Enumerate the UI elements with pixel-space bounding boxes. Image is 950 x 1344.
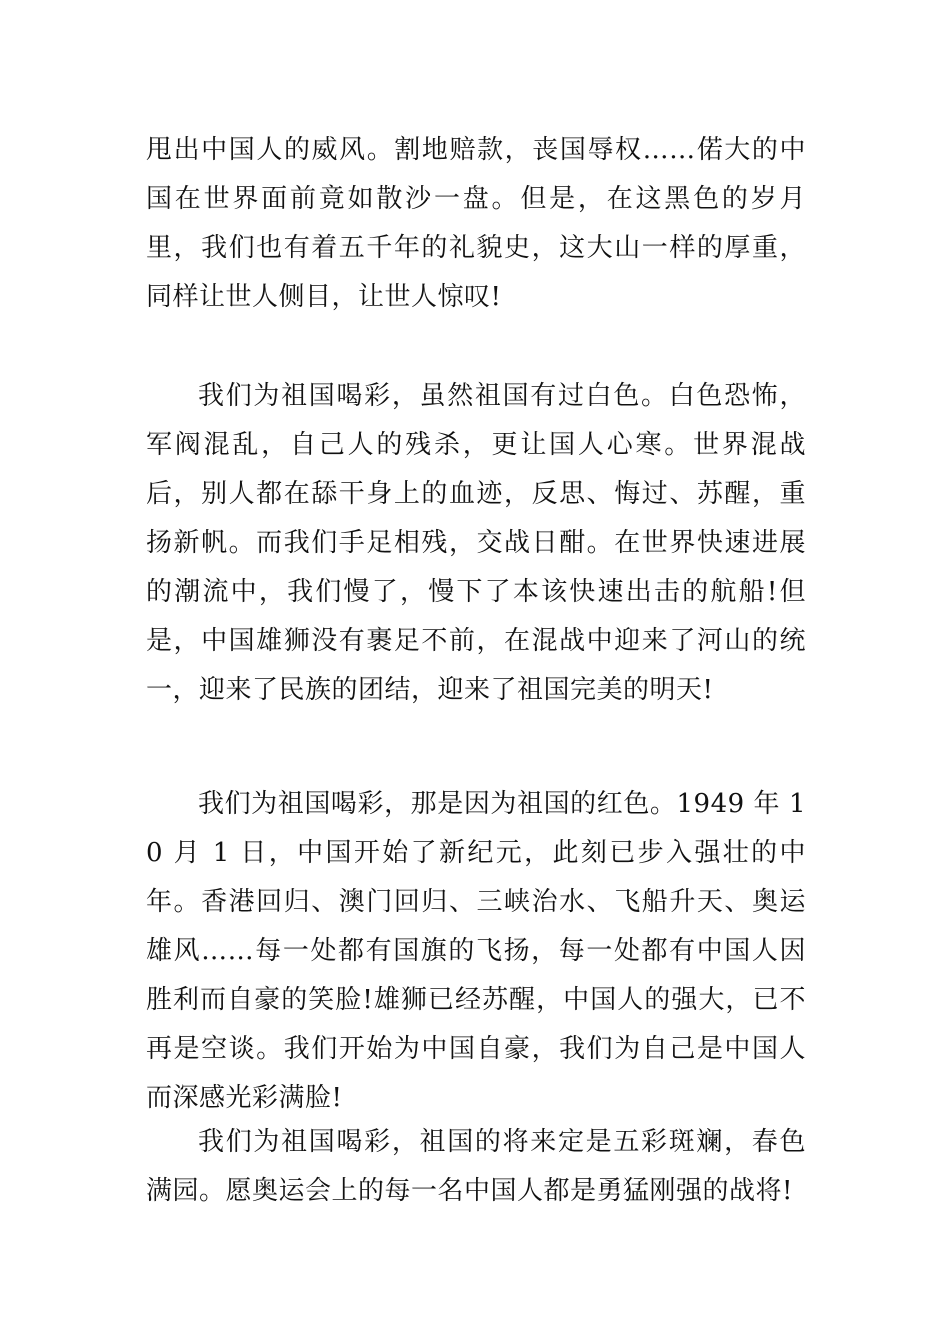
- paragraph-3: 我们为祖国喝彩，那是因为祖国的红色。1949 年 10 月 1 日，中国开始了新纪元，此刻已步入强壮的中年。香港回归、澳门回归、三峡治水、飞船升天、奥运雄风……每一处都有国旗的飞扬，每一处都有中国人因胜利而自豪的笑脸!雄狮已经苏醒，中国人的强大，已不再是空谈。我们开始为中国自豪，我们为自己是中国人而深感光彩满脸!: [146, 789, 806, 1113]
- paragraph-4: 我们为祖国喝彩，祖国的将来定是五彩斑斓，春色满园。愿奥运会上的每一名中国人都是勇猛刚强的战将!: [146, 1127, 806, 1206]
- paragraph-1: 甩出中国人的威风。割地赔款，丧国辱权……偌大的中国在世界面前竟如散沙一盘。但是，在这黑色的岁月里，我们也有着五千年的礼貌史，这大山一样的厚重，同样让世人侧目，让世人惊叹!: [146, 135, 806, 312]
- paragraph-2: 我们为祖国喝彩，虽然祖国有过白色。白色恐怖，军阀混乱，自己人的残杀，更让国人心寒。世界混战后，别人都在舔干身上的血迹，反思、悔过、苏醒，重扬新帆。而我们手足相残，交战日酣。在世界快速进展的潮流中，我们慢了，慢下了本该快速出击的航船!但是，中国雄狮没有裹足不前，在混战中迎来了河山的统一，迎来了民族的团结，迎来了祖国完美的明天!: [146, 381, 806, 705]
